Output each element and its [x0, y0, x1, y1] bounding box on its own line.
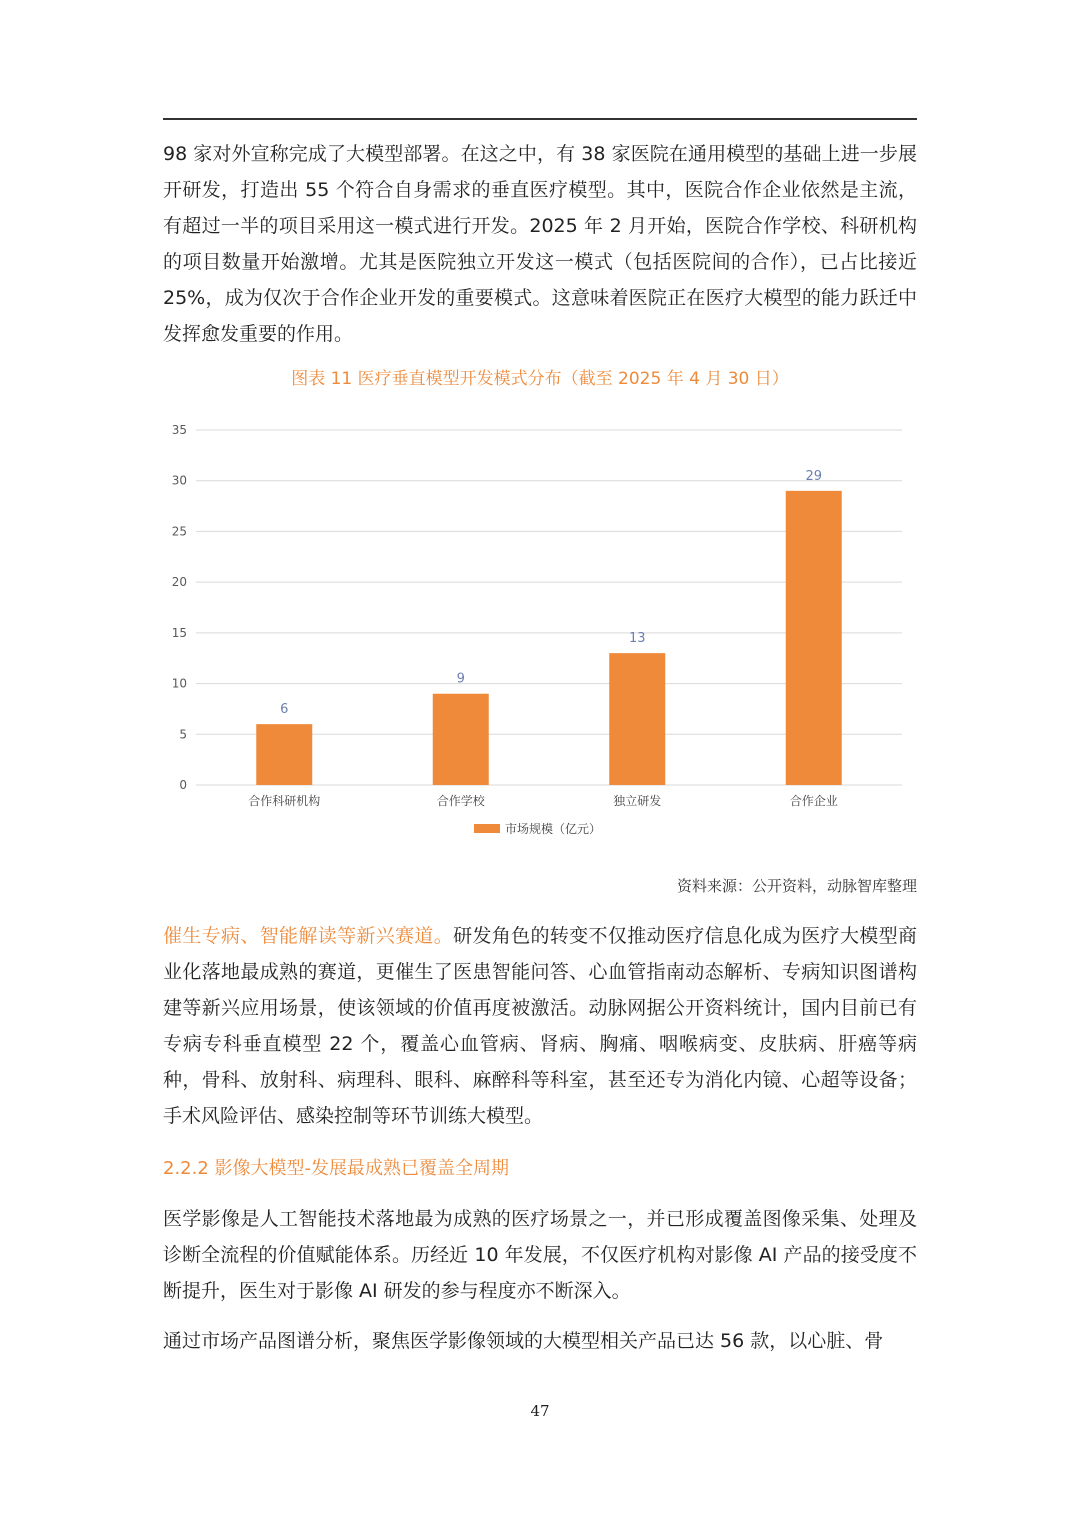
y-tick-label: 0 — [179, 778, 187, 792]
legend-label: 市场规模（亿元） — [505, 822, 602, 836]
bar-value-label: 6 — [280, 702, 289, 718]
chart-bars — [256, 491, 842, 785]
paragraph-1: 98 家对外宣称完成了大模型部署。在这之中，有 38 家医院在通用模型的基础上进一步展开研发，打造出 55 个符合自身需求的垂直医疗模型。其中，医院合作企业依然是主流，有超过一半的项目采用这一模式进行开发。2025 年 2 月开始，医院合作学校、科研机构的项目数量开始激增。尤其是医院独立开发这一模式（包括医院间的合作），已占比接近 25%，成为仅次于合作企业开发的重要模式。这意味着医院正在医疗大模型的能力跃迁中发挥愈发重要的作用。 — [163, 143, 917, 345]
bar — [609, 653, 665, 785]
paragraph-4: 通过市场产品图谱分析，聚焦医学影像领域的大模型相关产品已达 56 款，以心脏、骨 — [163, 1330, 884, 1352]
page-number: 47 — [530, 1402, 550, 1420]
paragraph-2 — [163, 918, 917, 1134]
bar-value-label: 9 — [456, 671, 465, 687]
bar — [256, 724, 312, 785]
y-tick-label: 10 — [171, 676, 187, 691]
section-heading: 2.2.2 影像大模型-发展最成熟已覆盖全周期 — [163, 1158, 510, 1179]
x-tick-label: 合作学校 — [436, 794, 485, 808]
bar-chart — [150, 410, 920, 850]
paragraph-2-text: 研发角色的转变不仅推动医疗信息化成为医疗大模型商业化落地最成熟的赛道，更催生了医患智能问答、心血管指南动态解析、专病知识图谱构建等新兴应用场景，使该领域的价值再度被激活。动脉网据公开资料统计，国内目前已有专病专科垂直模型 22 个，覆盖心血管病、肾病、胸痛、咽喉病变、皮肤病、肝癌等病种，骨科、放射科、病理科、眼科、麻醉科等科室，甚至还专为消化内镜、心超等设备；手术风险评估、感染控制等环节训练大模型。 — [163, 925, 917, 1127]
y-tick-label: 30 — [171, 473, 187, 488]
x-tick-label: 合作企业 — [789, 794, 838, 808]
paragraph-2-highlight: 催生专病、智能解读等新兴赛道。 — [163, 925, 454, 947]
x-axis-ticks — [248, 793, 838, 808]
bar — [433, 694, 489, 785]
header-rule — [163, 118, 917, 120]
y-tick-label: 15 — [171, 625, 187, 640]
y-tick-label: 35 — [171, 423, 187, 437]
paragraph-3: 医学影像是人工智能技术落地最为成熟的医疗场景之一，并已形成覆盖图像采集、处理及诊断全流程的价值赋能体系。历经近 10 年发展，不仅医疗机构对影像 AI 产品的接受度不断提升，医生对于影像 AI 研发的参与程度亦不断深入。 — [163, 1208, 917, 1302]
figure-title: 图表 11 医疗垂直模型开发模式分布（截至 2025 年 4 月 30 日） — [291, 369, 789, 389]
bar-value-labels — [280, 469, 822, 717]
bar — [786, 491, 842, 785]
y-tick-label: 20 — [171, 575, 187, 590]
source-note: 资料来源：公开资料，动脉智库整理 — [676, 877, 917, 895]
x-tick-label: 合作科研机构 — [248, 794, 321, 808]
bar-value-label: 13 — [628, 631, 646, 647]
y-tick-label: 5 — [179, 727, 187, 742]
bar-value-label: 29 — [805, 468, 823, 484]
y-tick-label: 25 — [171, 524, 187, 539]
chart-legend — [474, 821, 601, 836]
x-tick-label: 独立研发 — [613, 794, 662, 808]
legend-swatch — [474, 824, 500, 833]
y-axis-ticks — [172, 423, 187, 792]
